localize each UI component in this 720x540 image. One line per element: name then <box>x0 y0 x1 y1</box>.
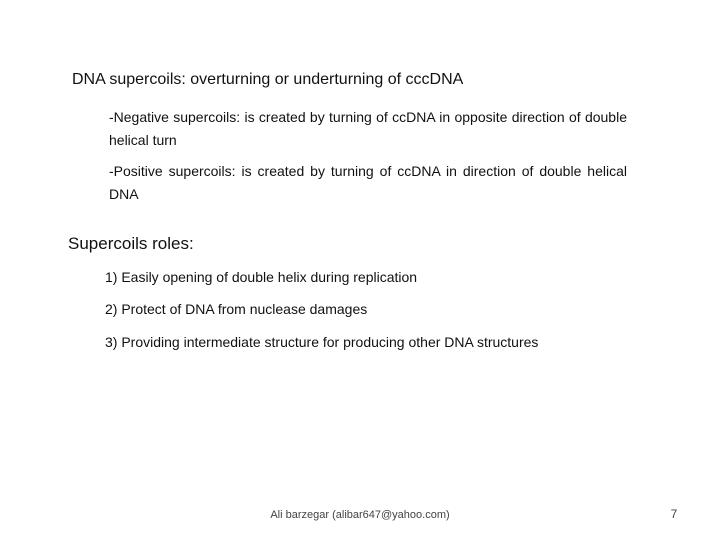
negative-supercoils-item: -Negative supercoils: is created by turning of ccDNA in opposite direction of double helical turn <box>109 109 627 148</box>
slide-footer: Ali barzegar (alibar647@yahoo.com) <box>270 509 450 521</box>
supercoils-roles-heading <box>68 232 194 255</box>
slide-heading: DNA supercoils: overturning or underturning of cccDNA <box>72 71 464 88</box>
supercoils-roles-title: Supercoils roles <box>68 234 189 253</box>
role-item-2: 2) Protect of DNA from nuclease damages <box>105 301 368 317</box>
role-item-3: 3) Providing intermediate structure for producing other DNA structures <box>105 334 539 350</box>
page-number: 7 <box>670 507 678 521</box>
supercoils-roles-colon: : <box>188 234 194 253</box>
role-item-1: 1) Easily opening of double helix during replication <box>105 269 418 285</box>
positive-supercoils-item: -Positive supercoils: is created by turning of ccDNA in direction of double helical DNA <box>109 163 627 202</box>
